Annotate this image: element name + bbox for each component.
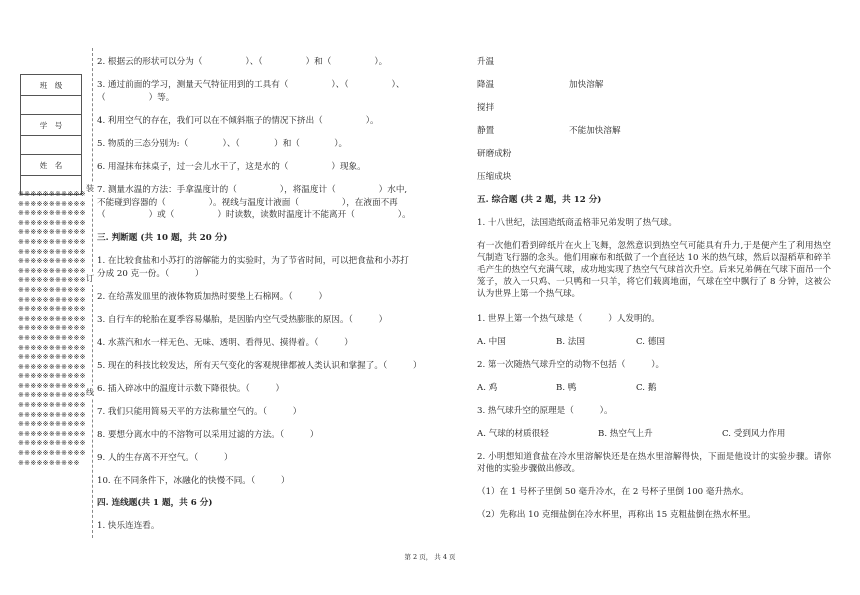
- question-fill-7-line3: （ ）或（ ）时读数，读数时温度计不能离开（ ）。: [97, 210, 411, 220]
- judge-4: 4. 水蒸汽和水一样无色、无味、透明、看得见、摸得着。（ ）: [97, 338, 353, 348]
- question-fill-4: 4. 利用空气的存在，我们可以在不倾斜瓶子的情况下挤出（ ）。: [97, 116, 379, 126]
- judge-8: 8. 要想分离水中的不溶物可以采用过滤的方法。（ ）: [97, 430, 319, 440]
- section-5-heading: 五. 综合题 (共 2 题，共 12 分): [477, 195, 602, 205]
- judge-3: 3. 自行车的轮胎在夏季容易爆胎，是因胎内空气受热膨胀的原因。（ ）: [97, 315, 388, 325]
- judge-6: 6. 插入碎冰中的温度计示数下降很快。（ ）: [97, 384, 285, 394]
- comprehensive-1-title: 1. 十八世纪，法国造纸商孟格菲兄弟发明了热气球。: [477, 218, 677, 228]
- match-left-item[interactable]: 降温: [477, 80, 495, 90]
- option-c[interactable]: C. 德国: [636, 337, 665, 347]
- match-right-item[interactable]: 不能加快溶解: [569, 126, 621, 136]
- judge-7: 7. 我们只能用简易天平的方法称量空气的。（ ）: [97, 407, 302, 417]
- option-b[interactable]: B. 鸭: [556, 383, 577, 393]
- option-a[interactable]: A. 中国: [477, 337, 506, 347]
- option-a[interactable]: A. 气球的材质很轻: [477, 429, 549, 439]
- question-fill-6: 6. 用湿抹布抹桌子，过一会儿水干了，这是水的（ ）现象。: [97, 162, 366, 172]
- match-left-item[interactable]: 研磨成粉: [477, 149, 512, 159]
- class-label: 班 级: [21, 75, 82, 96]
- match-left-item[interactable]: 静置: [477, 126, 495, 136]
- binding-line: [92, 48, 93, 538]
- student-info-table: [20, 74, 82, 195]
- judge-10: 10. 在不同条件下，冰融化的快慢不同。（ ）: [97, 476, 290, 486]
- experiment-step-1: （1）在 1 号杯子里倒 50 毫升冷水，在 2 号杯子里倒 100 毫升热水。: [477, 487, 749, 497]
- binding-pattern: ※※※※※※※※※※※※※※※※※※※※※※※※※※※※※※※※※※※※※※※※※※※※※※※※※※※※※※※※※※※※※※※※※※※※※※※※※※※※※※※※※※※※※※※※※※※※※※※※※※※※※※※※※※※※※※※※※※※※※※※※※※※※※※※※※※※※※※※※※※※※※※※※※※※※※※※※※※※※※※※※※※※※※※※※※※※※※※※※※※※※※※※※※※※※※※※※※※※※※※※※※※※※※※※※※※※※※※※※※※※※※※※※※※※※※※※※※※※※※※※※※※※※※※※※※※※※※※※※※※※※※※※※※※※※※※※※※※※※※※※※※※※※※※※※※※※※※※※※※※※※※※※※※※※※※※※※※※※※※※: [18, 190, 86, 467]
- section-4-heading: 四. 连线题(共 1 题，共 6 分): [97, 498, 213, 508]
- experiment-step-2: （2）先称出 10 克细盐倒在冷水杯里，再称出 15 克粗盐倒在热水杯里。: [477, 510, 756, 520]
- class-field[interactable]: [21, 96, 82, 115]
- judge-1-line2: 分成 20 克一份。（ ）: [97, 269, 204, 279]
- match-left-item[interactable]: 升温: [477, 57, 495, 67]
- binding-mark-zhuang: 装: [86, 184, 94, 193]
- judge-1-line1: 1. 在比较食盐和小苏打的溶解能力的实验时，为了节省时间，可以把食盐和小苏打: [97, 256, 409, 266]
- judge-2: 2. 在给蒸发皿里的液体物质加热时要垫上石棉网。（ ）: [97, 292, 328, 302]
- judge-9: 9. 人的生存离不开空气。（ ）: [97, 453, 233, 463]
- page-footer: 第 2 页， 共 4 页: [404, 553, 456, 561]
- match-right-item[interactable]: 加快溶解: [569, 80, 604, 90]
- question-fill-2: 2. 根据云的形状可以分为（ ）、（ ）和（ ）。: [97, 57, 388, 67]
- name-label: 姓 名: [21, 155, 82, 176]
- option-b[interactable]: B. 热空气上升: [598, 429, 653, 439]
- option-a[interactable]: A. 鸡: [477, 383, 498, 393]
- section-3-heading: 三. 判断题 (共 10 题，共 20 分): [97, 233, 228, 243]
- judge-5: 5. 现在的科技比较发达，所有天气变化的客观规律都被人类认识和掌握了。（ ）: [97, 361, 422, 371]
- match-left-item[interactable]: 压缩成块: [477, 172, 512, 182]
- sub-question-2: 2. 第一次随热气球升空的动物不包括（ ）。: [477, 360, 665, 370]
- binding-mark-xian: 线: [86, 388, 94, 397]
- question-fill-3-line1: 3. 通过前面的学习，测量天气特征用到的工具有（ ）、（ ）、: [97, 80, 405, 90]
- option-b[interactable]: B. 法国: [556, 337, 585, 347]
- question-fill-7-line1: 7. 测量水温的方法：手拿温度计的（ ），将温度计（ ）水中,: [97, 185, 408, 195]
- hot-air-balloon-passage: 有一次他们看到碎纸片在火上飞舞，忽然意识到热空气可能具有升力,于是便产生了利用热空气制造飞行器的念头。他们用麻布和纸做了一个直径达 10 米的热气球，然后以湿稻草和碎羊毛产生的热空气充满气球，成功地实现了热空气气球首次升空。后来兄弟俩在气球下面吊一个笼子，放入一只鸡、一只鸭和一只羊，将它们载离地面，气球在空中飘行了 8 分钟，这被公认为世界上第一个热气球。: [477, 241, 831, 299]
- id-field[interactable]: [21, 136, 82, 155]
- match-question-1: 1. 快乐连连看。: [97, 521, 160, 531]
- sub-question-1: 1. 世界上第一个热气球是（ ）人发明的。: [477, 314, 660, 324]
- question-fill-7-line2: 不能碰到容器的（ ）。视线与温度计液面（ ），在液面不再: [97, 198, 398, 208]
- match-left-item[interactable]: 搅拌: [477, 103, 495, 113]
- question-fill-5: 5. 物质的三态分别为:（ ）、（ ）和（ ）。: [97, 139, 348, 149]
- question-fill-3-line2: （ ）等。: [97, 93, 175, 103]
- binding-mark-ding: 订: [86, 274, 94, 283]
- option-c[interactable]: C. 受到风力作用: [722, 429, 786, 439]
- id-label: 学 号: [21, 115, 82, 136]
- sub-question-3: 3. 热气球升空的原理是（ ）。: [477, 406, 613, 416]
- option-c[interactable]: C. 鹅: [636, 383, 657, 393]
- comprehensive-2-title: 2. 小明想知道食盐在冷水里溶解快还是在热水里溶解得快，下面是他设计的实验步骤。请你对他的实验步骤做出修改。: [477, 452, 831, 474]
